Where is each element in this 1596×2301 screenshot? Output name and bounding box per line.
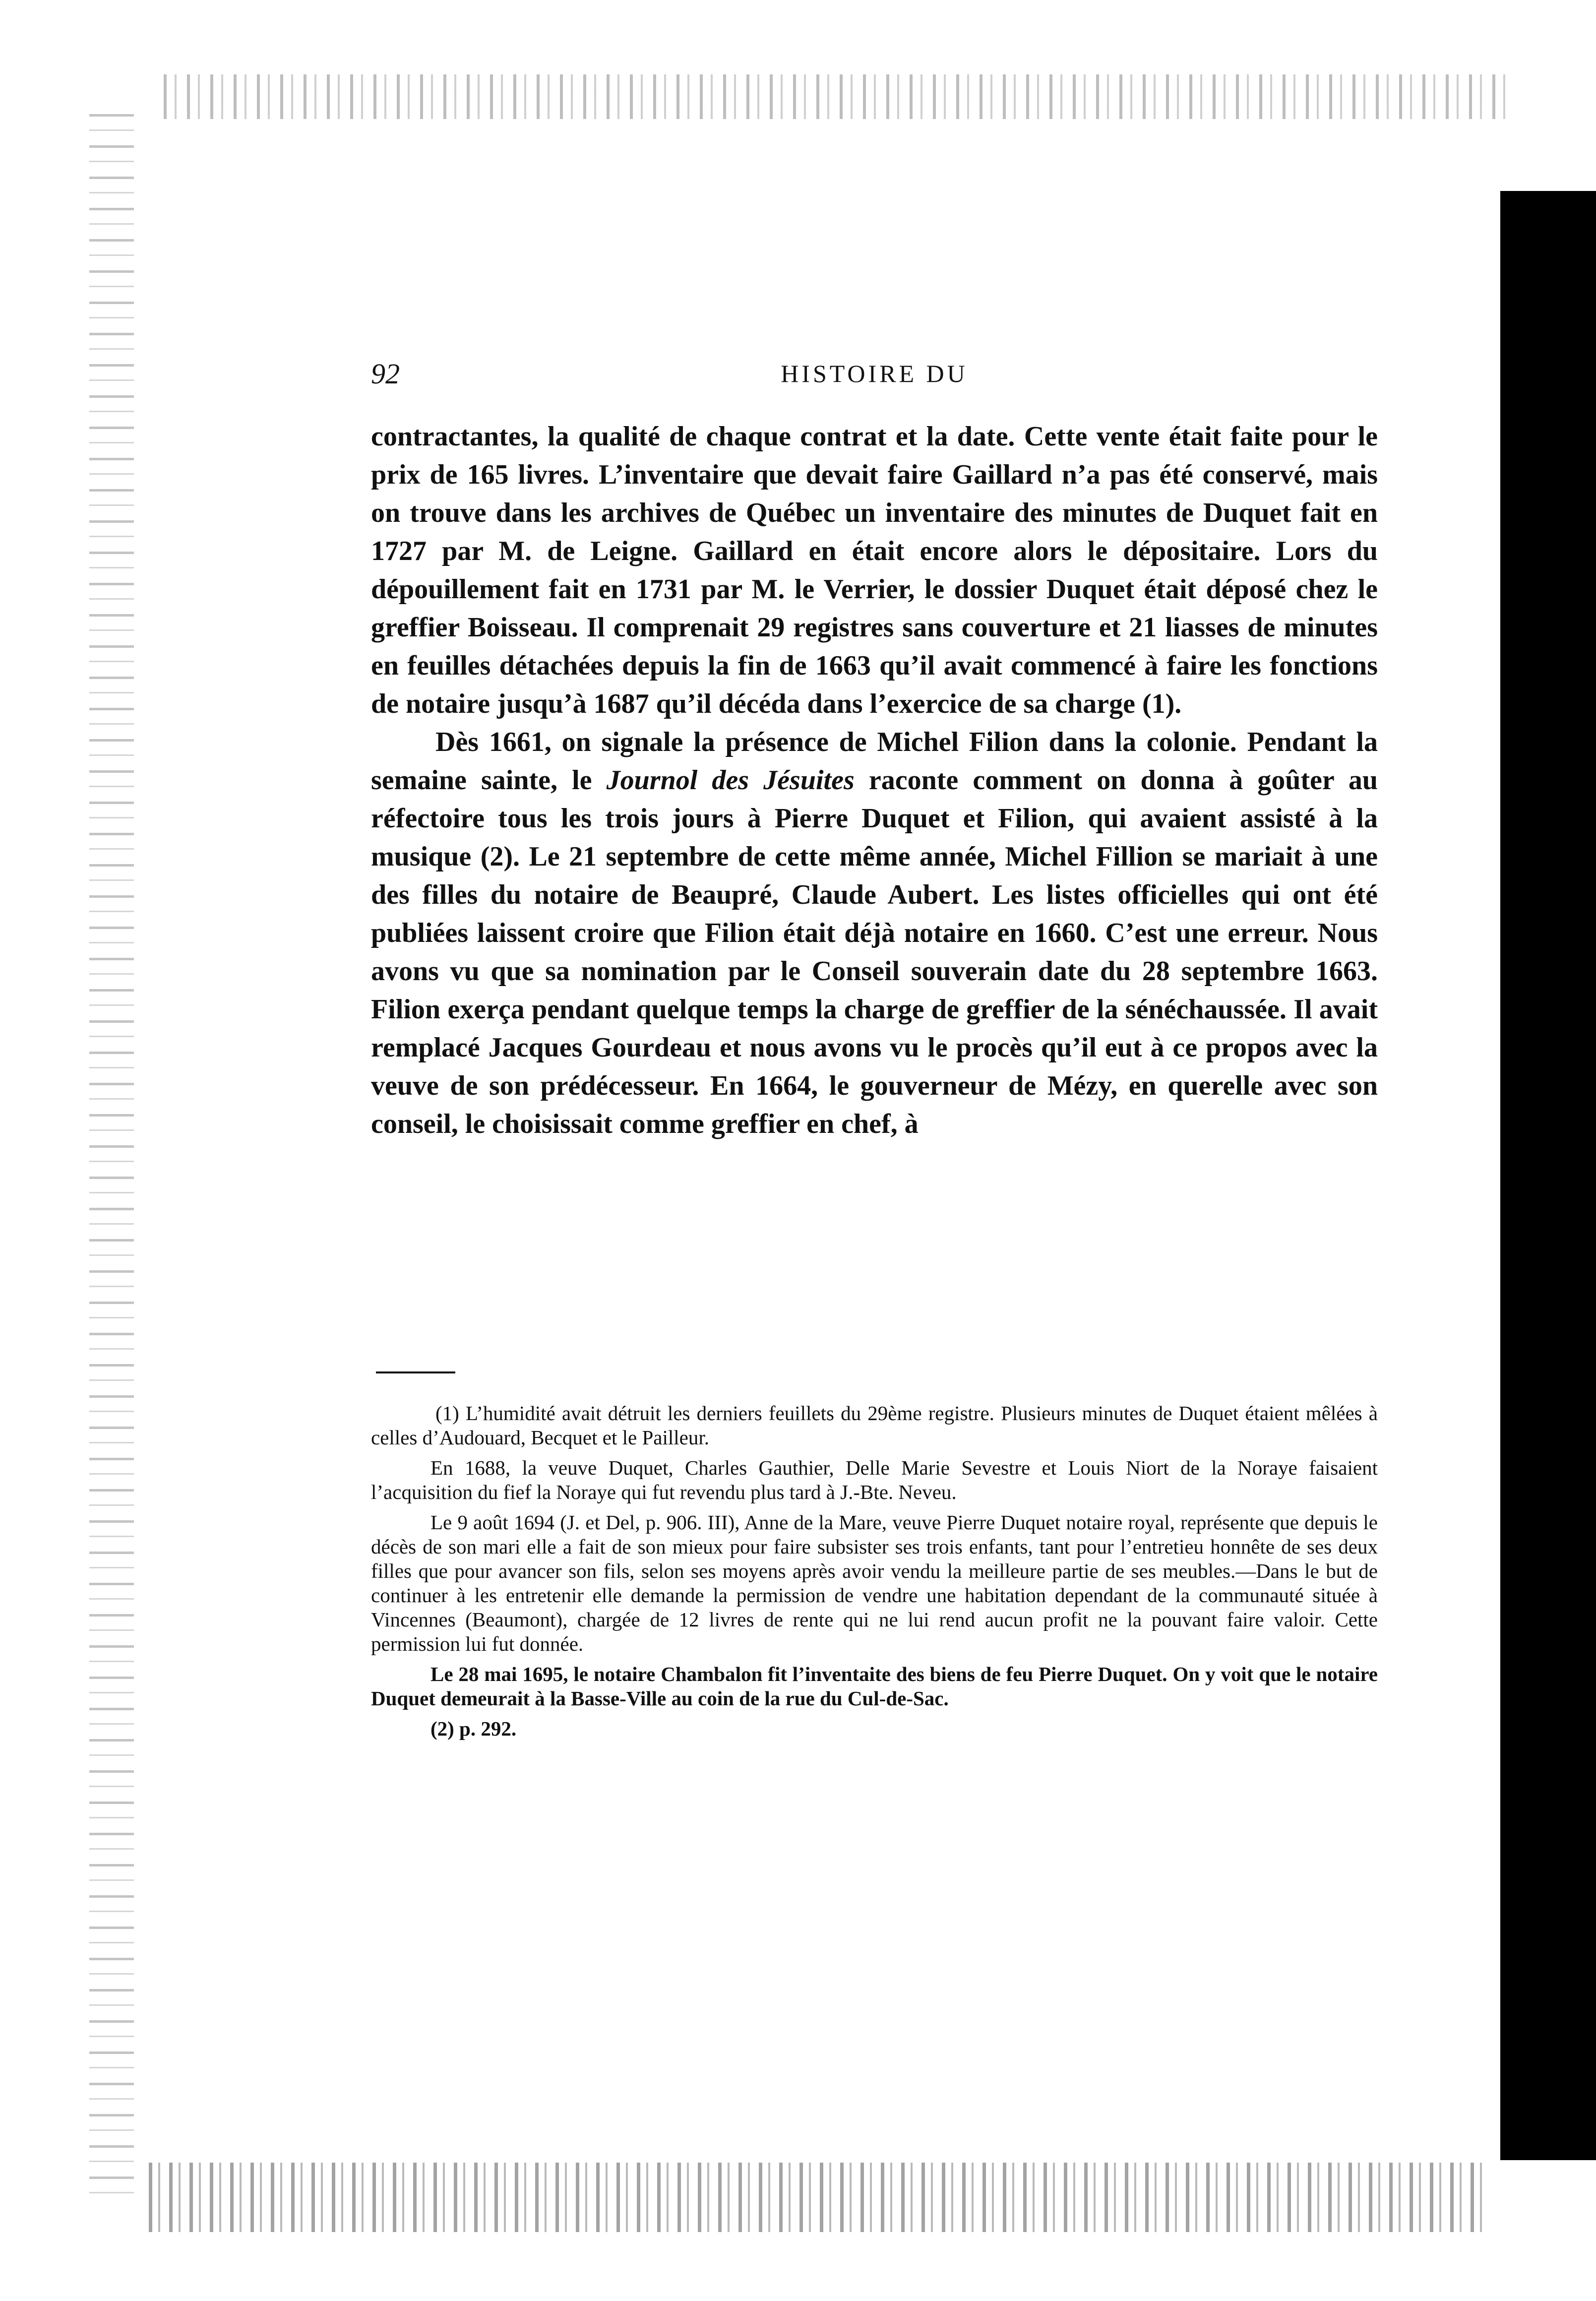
italic-title: Journol des Jésuites — [606, 765, 855, 796]
footnotes — [371, 1401, 1378, 1747]
paragraph: contractantes, la qualité de chaque contrat et la date. Cette vente était faite pour le prix de 165 livres. L’inventaire que devait faire Gaillard n’a pas été conservé, mais on trouve dans les archives de Québec un inventaire des minutes de Duquet fait en 1727 par M. de Leigne. Gaillard en était encore alors le dépositaire. Lors du dépouillement fait en 1731 par M. le Verrier, le dossier Duquet était déposé chez le greffier Boisseau. Il comprenait 29 registres sans couverture et 21 liasses de minutes en feuilles détachées depuis la fin de 1663 qu’il avait commencé à faire les fonctions de notaire jusqu’à 1687 qu’il décéda dans l’exercice de sa charge (1). — [371, 421, 1378, 719]
footnote-rule — [376, 1371, 455, 1373]
running-head: HISTOIRE DU — [781, 360, 968, 387]
body-text — [371, 418, 1378, 1143]
page-header — [371, 357, 1378, 402]
scan-edge-left — [89, 114, 134, 2197]
footnote: (2) p. 292. — [430, 1717, 517, 1740]
paragraph-text: Dès 1661, on signale la présence de Michel Filion dans la colonie. Pendant la semaine sainte, le — [371, 727, 1378, 796]
scan-border-bar — [1500, 191, 1596, 2160]
footnote: Le 9 août 1694 (J. et Del, p. 906. III), Anne de la Mare, veuve Pierre Duquet notaire royal, représente que depuis le décès de son mari elle a fait de son mieux pour faire subsister ses trois enfants, tant pour l’entretieu honnête de ses deux filles que pour avancer son fils, selon ses moyens après avoir vendu la meilleure partie de ses meubles.—Dans le but de continuer à les entretenir elle demande la permission de vendre une habitation dependant de la communauté située à Vincennes (Beaumont), chargée de 12 livres de rente qui ne lui rend aucun profit ne la pouvant faire valoir. Cette permission lui fut donnée. — [371, 1511, 1378, 1655]
scan-edge-top — [164, 74, 1513, 119]
footnote: Le 28 mai 1695, le notaire Chambalon fit l’inventaite des biens de feu Pierre Duquet. On y voit que le notaire Duquet demeurait à la Basse-Ville au coin de la rue du Cul-de-Sac. — [371, 1663, 1378, 1710]
paragraph-text: raconte comment on donna à goûter au réfectoire tous les trois jours à Pierre Duquet et Filion, qui avaient assisté à la musique (2). Le 21 septembre de cette même année, Michel Fillion se mariait à une des filles du notaire de Beaupré, Claude Aubert. Les listes officielles qui ont été publiées laissent croire que Filion était déjà notaire en 1660. C’est une erreur. Nous avons vu que sa nomination par le Conseil souverain date du 28 septembre 1663. Filion exerça pendant quelque temps la charge de greffier de la sénéchaussée. Il avait remplacé Jacques Gourdeau et nous avons vu le procès qu’il eut à ce propos avec la veuve de son prédécesseur. En 1664, le gouverneur de Mézy, en querelle avec son conseil, le choisissait comme greffier en chef, à — [371, 765, 1378, 1139]
footnote: (1) L’humidité avait détruit les derniers feuillets du 29ème registre. Plusieurs minutes de Duquet étaient mêlées à celles d’Audouard, Becquet et le Pailleur. — [371, 1402, 1378, 1449]
page-number: 92 — [371, 358, 400, 390]
paragraph — [371, 723, 1378, 1143]
scan-edge-bottom — [149, 2163, 1488, 2232]
footnote: En 1688, la veuve Duquet, Charles Gauthier, Delle Marie Sevestre et Louis Niort de la Noraye faisaient l’acquisition du fief la Noraye qui fut revendu plus tard à J.-Bte. Neveu. — [371, 1456, 1378, 1503]
